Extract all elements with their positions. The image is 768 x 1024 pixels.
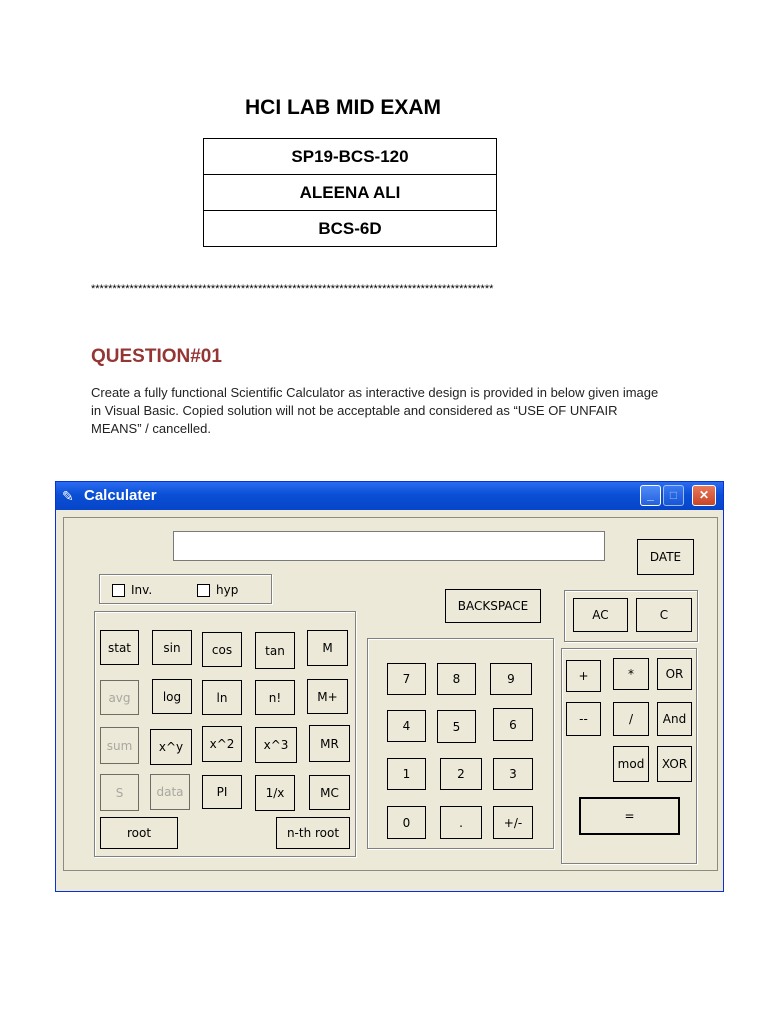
square-button[interactable]: x^2 bbox=[202, 726, 242, 762]
exam-heading: HCI LAB MID EXAM bbox=[245, 96, 441, 119]
student-id: SP19-BCS-120 bbox=[204, 139, 497, 175]
s-button[interactable]: S bbox=[100, 774, 139, 811]
modulo-button[interactable]: mod bbox=[613, 746, 649, 782]
decimal-point-button[interactable]: . bbox=[440, 806, 482, 839]
student-section: BCS-6D bbox=[204, 211, 497, 247]
student-name: ALEENA ALI bbox=[204, 175, 497, 211]
log-button[interactable]: log bbox=[152, 679, 192, 714]
avg-button[interactable]: avg bbox=[100, 680, 139, 715]
factorial-button[interactable]: n! bbox=[255, 680, 295, 715]
divide-button[interactable]: / bbox=[613, 702, 649, 736]
pi-button[interactable]: PI bbox=[202, 775, 242, 809]
inv-checkbox[interactable] bbox=[112, 583, 152, 597]
digit-3-button[interactable]: 3 bbox=[493, 758, 533, 790]
digit-5-button[interactable]: 5 bbox=[437, 710, 476, 743]
digit-4-button[interactable]: 4 bbox=[387, 710, 426, 742]
memory-add-button[interactable]: M+ bbox=[307, 679, 348, 714]
backspace-button[interactable]: BACKSPACE bbox=[445, 589, 541, 623]
sin-button[interactable]: sin bbox=[152, 630, 192, 665]
memory-clear-button[interactable]: MC bbox=[309, 775, 350, 810]
subtract-button[interactable]: -- bbox=[566, 702, 601, 736]
ln-button[interactable]: ln bbox=[202, 680, 242, 715]
student-info-table bbox=[203, 138, 497, 247]
xor-button[interactable]: XOR bbox=[657, 746, 692, 782]
power-button[interactable]: x^y bbox=[150, 729, 192, 765]
inv-checkbox-label: Inv. bbox=[131, 583, 153, 597]
stat-button[interactable]: stat bbox=[100, 630, 139, 665]
digit-9-button[interactable]: 9 bbox=[490, 663, 532, 695]
asterisk-divider: ********************************************************************************************** bbox=[91, 283, 494, 295]
memory-store-button[interactable]: M bbox=[307, 630, 348, 666]
question-title: QUESTION#01 bbox=[91, 346, 222, 367]
digit-7-button[interactable]: 7 bbox=[387, 663, 426, 695]
digit-8-button[interactable]: 8 bbox=[437, 663, 476, 695]
or-button[interactable]: OR bbox=[657, 658, 692, 690]
and-button[interactable]: And bbox=[657, 702, 692, 736]
calculator-app-icon: ✎ bbox=[62, 488, 74, 504]
inv-checkbox-box[interactable] bbox=[112, 584, 125, 597]
maximize-button[interactable]: □ bbox=[663, 485, 684, 506]
sign-toggle-button[interactable]: +/- bbox=[493, 806, 533, 839]
root-button[interactable]: root bbox=[100, 817, 178, 849]
question-description: Create a fully functional Scientific Calculator as interactive design is provided in below given image in Visual Basic. Copied solution will not be acceptable and considered as “USE OF UNFAIR MEANS” / cancelled. bbox=[91, 385, 659, 436]
hyp-checkbox-label: hyp bbox=[216, 583, 239, 597]
window-title: Calculater bbox=[84, 487, 157, 504]
digit-6-button[interactable]: 6 bbox=[493, 708, 533, 741]
title-bar[interactable] bbox=[56, 482, 723, 510]
calculator-window bbox=[55, 481, 724, 892]
digit-0-button[interactable]: 0 bbox=[387, 806, 426, 839]
nth-root-button[interactable]: n-th root bbox=[276, 817, 350, 849]
multiply-button[interactable]: * bbox=[613, 658, 649, 690]
hyp-checkbox[interactable] bbox=[197, 583, 238, 597]
digit-1-button[interactable]: 1 bbox=[387, 758, 426, 790]
cube-button[interactable]: x^3 bbox=[255, 727, 297, 763]
cos-button[interactable]: cos bbox=[202, 632, 242, 667]
memory-recall-button[interactable]: MR bbox=[309, 725, 350, 762]
sum-button[interactable]: sum bbox=[100, 727, 139, 764]
data-button[interactable]: data bbox=[150, 774, 190, 810]
clear-button[interactable]: C bbox=[636, 598, 692, 632]
close-button[interactable]: ✕ bbox=[692, 485, 716, 506]
minimize-button[interactable]: _ bbox=[640, 485, 661, 506]
calculator-display[interactable] bbox=[173, 531, 605, 561]
ac-button[interactable]: AC bbox=[573, 598, 628, 632]
add-button[interactable]: + bbox=[566, 660, 601, 692]
tan-button[interactable]: tan bbox=[255, 632, 295, 669]
digit-2-button[interactable]: 2 bbox=[440, 758, 482, 790]
reciprocal-button[interactable]: 1/x bbox=[255, 775, 295, 811]
date-button[interactable]: DATE bbox=[637, 539, 694, 575]
equals-button[interactable]: = bbox=[579, 797, 680, 835]
hyp-checkbox-box[interactable] bbox=[197, 584, 210, 597]
